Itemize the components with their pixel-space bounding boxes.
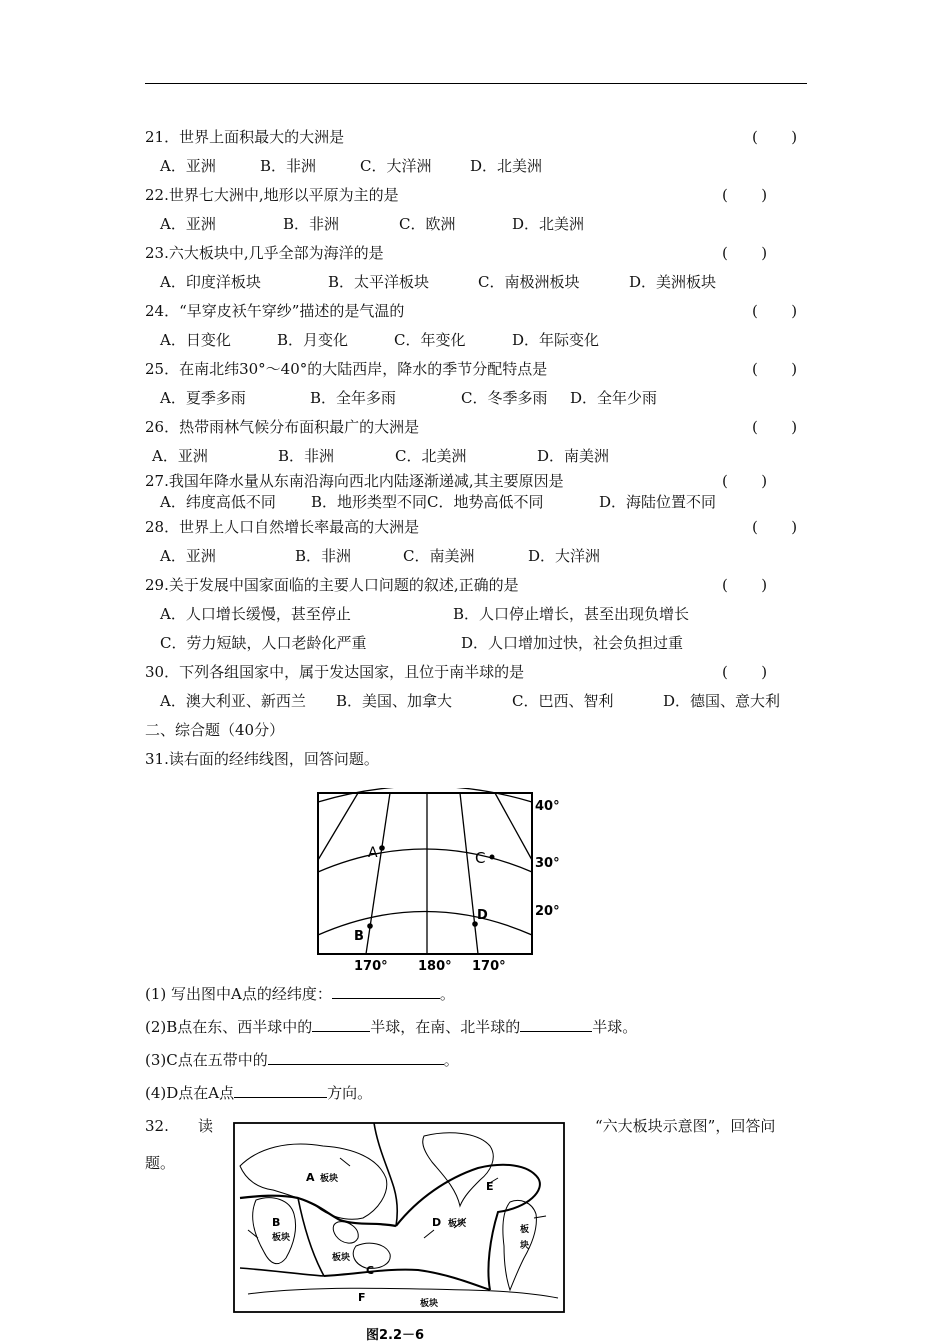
figure-caption: 图2.2－6 bbox=[366, 1328, 425, 1343]
question-24-answer-paren: ( ) bbox=[752, 302, 798, 320]
plate-d-label: D bbox=[432, 1216, 442, 1229]
q30-option-b: B．美国、加拿大 bbox=[336, 692, 453, 710]
question-28-answer-paren: ( ) bbox=[752, 518, 798, 536]
q31-sub4 bbox=[145, 1083, 372, 1103]
point-c-label: C bbox=[475, 849, 486, 867]
q29-option-d: D．人口增加过快，社会负担过重 bbox=[461, 634, 684, 652]
point-a-label: A bbox=[368, 845, 378, 861]
graticule-figure bbox=[310, 788, 570, 978]
q27-option-d: D．海陆位置不同 bbox=[599, 493, 717, 511]
question-32-title: “六大板块示意图”，回答问 bbox=[595, 1117, 776, 1135]
section-heading: 二、综合题（40分） bbox=[145, 721, 285, 739]
question-24-stem: 24．“早穿皮袄午穿纱”描述的是气温的 bbox=[145, 302, 405, 320]
question-23-stem: 23.六大板块中,几乎全部为海洋的是 bbox=[145, 244, 384, 262]
question-30-answer-paren: ( ) bbox=[722, 663, 768, 681]
lon-label-170-w: 170° bbox=[354, 959, 388, 974]
q24-option-d: D．年际变化 bbox=[512, 331, 600, 349]
question-29-answer-paren: ( ) bbox=[722, 576, 768, 594]
q23-option-d: D．美洲板块 bbox=[629, 273, 717, 291]
q28-option-c: C．南美洲 bbox=[403, 547, 475, 565]
q30-option-a: A．澳大利亚、新西兰 bbox=[160, 692, 306, 710]
question-23-answer-paren: ( ) bbox=[722, 244, 768, 262]
question-25-answer-paren: ( ) bbox=[752, 360, 798, 378]
q31-sub4-blank[interactable] bbox=[234, 1083, 327, 1098]
q22-option-b: B．非洲 bbox=[283, 215, 340, 233]
question-26-stem: 26．热带雨林气候分布面积最广的大洲是 bbox=[145, 418, 420, 436]
q31-sub1-blank[interactable] bbox=[332, 984, 440, 999]
q29-option-a: A．人口增长缓慢，甚至停止 bbox=[160, 605, 351, 623]
plate-americas-word-1: 板 bbox=[520, 1225, 530, 1235]
q26-option-d: D．南美洲 bbox=[537, 447, 610, 465]
lat-label-20: 20° bbox=[535, 904, 560, 919]
question-25-stem: 25．在南北纬30°～40°的大陆西岸，降水的季节分配特点是 bbox=[145, 360, 548, 378]
q31-sub3-end: 。 bbox=[443, 1051, 459, 1069]
q23-option-c: C．南极洲板块 bbox=[478, 273, 580, 291]
q23-option-b: B．太平洋板块 bbox=[328, 273, 430, 291]
question-30-stem: 30．下列各组国家中，属于发达国家，且位于南半球的是 bbox=[145, 663, 525, 681]
question-22-stem: 22.世界七大洲中,地形以平原为主的是 bbox=[145, 186, 399, 204]
question-32-read: 读 bbox=[198, 1117, 214, 1135]
q25-option-b: B．全年多雨 bbox=[310, 389, 397, 407]
q25-option-c: C．冬季多雨 bbox=[461, 389, 548, 407]
question-32-continuation: 题。 bbox=[145, 1154, 176, 1172]
question-21-answer-paren: ( ) bbox=[752, 128, 798, 146]
q31-sub3 bbox=[145, 1050, 459, 1070]
header-rule bbox=[145, 83, 807, 84]
q21-option-b: B．非洲 bbox=[260, 157, 317, 175]
q24-option-a: A．日变化 bbox=[160, 331, 231, 349]
plate-americas-word-2: 块 bbox=[520, 1241, 530, 1251]
question-32-number: 32. bbox=[145, 1117, 169, 1135]
question-28-stem: 28．世界上人口自然增长率最高的大洲是 bbox=[145, 518, 420, 536]
q30-option-d: D．德国、意大利 bbox=[663, 692, 781, 710]
q22-option-d: D．北美洲 bbox=[512, 215, 585, 233]
lon-label-170-e: 170° bbox=[472, 959, 506, 974]
question-31-stem: 31.读右面的经纬线图，回答问题。 bbox=[145, 750, 379, 768]
q26-option-b: B．非洲 bbox=[278, 447, 335, 465]
plate-e-label: E bbox=[486, 1180, 494, 1193]
plate-a-label: A bbox=[306, 1171, 315, 1184]
q31-sub1 bbox=[145, 984, 455, 1004]
plate-map-figure bbox=[228, 1118, 573, 1344]
q28-option-a: A．亚洲 bbox=[160, 547, 216, 565]
plate-c-word: 板块 bbox=[332, 1253, 351, 1263]
q31-sub2-blank-1[interactable] bbox=[312, 1017, 370, 1032]
point-d-label: D bbox=[477, 908, 488, 923]
question-27-answer-paren: ( ) bbox=[722, 472, 768, 490]
q21-option-d: D．北美洲 bbox=[470, 157, 543, 175]
q31-sub1-text: (1) 写出图中A点的经纬度： bbox=[145, 985, 332, 1003]
q31-sub2-blank-2[interactable] bbox=[520, 1017, 592, 1032]
q31-sub1-end: 。 bbox=[439, 985, 455, 1003]
plate-f-label: F bbox=[358, 1291, 366, 1304]
q31-sub3-blank[interactable] bbox=[268, 1050, 444, 1065]
q31-sub2-mid: 半球，在南、北半球的 bbox=[370, 1018, 521, 1036]
q27-option-b-c: B．地形类型不同C．地势高低不同 bbox=[311, 493, 544, 511]
plate-b-label: B bbox=[272, 1216, 281, 1229]
q31-sub2-text: (2)B点在东、西半球中的 bbox=[145, 1018, 313, 1036]
q23-option-a: A．印度洋板块 bbox=[160, 273, 261, 291]
plate-a-word: 板块 bbox=[320, 1174, 339, 1184]
q31-sub4-end: 方向。 bbox=[327, 1084, 373, 1102]
plate-b-word: 板块 bbox=[272, 1233, 291, 1243]
q21-option-c: C．大洋洲 bbox=[360, 157, 432, 175]
q28-option-d: D．大洋洲 bbox=[528, 547, 601, 565]
q22-option-a: A．亚洲 bbox=[160, 215, 216, 233]
lat-label-30: 30° bbox=[535, 856, 560, 871]
q26-option-a: A．亚洲 bbox=[152, 447, 208, 465]
point-c bbox=[490, 855, 495, 860]
q31-sub4-text: (4)D点在A点 bbox=[145, 1084, 235, 1102]
point-b bbox=[367, 923, 373, 929]
q29-option-b: B．人口停止增长，甚至出现负增长 bbox=[453, 605, 690, 623]
question-22-answer-paren: ( ) bbox=[722, 186, 768, 204]
q27-option-a: A．纬度高低不同 bbox=[160, 493, 276, 511]
q31-sub3-text: (3)C点在五带中的 bbox=[145, 1051, 268, 1069]
question-29-stem: 29.关于发展中国家面临的主要人口问题的叙述,正确的是 bbox=[145, 576, 519, 594]
plate-f-word: 板块 bbox=[420, 1299, 439, 1309]
q30-option-c: C．巴西、智利 bbox=[512, 692, 614, 710]
q21-option-a: A．亚洲 bbox=[160, 157, 216, 175]
question-26-answer-paren: ( ) bbox=[752, 418, 798, 436]
lon-label-180: 180° bbox=[418, 959, 452, 974]
q25-option-a: A．夏季多雨 bbox=[160, 389, 246, 407]
q31-sub2-end: 半球。 bbox=[592, 1018, 638, 1036]
q24-option-b: B．月变化 bbox=[277, 331, 349, 349]
plate-d-word: 板块 bbox=[448, 1219, 467, 1229]
q22-option-c: C．欧洲 bbox=[399, 215, 456, 233]
q29-option-c: C．劳力短缺，人口老龄化严重 bbox=[160, 634, 367, 652]
q24-option-c: C．年变化 bbox=[394, 331, 466, 349]
q25-option-d: D．全年少雨 bbox=[570, 389, 658, 407]
q26-option-c: C．北美洲 bbox=[395, 447, 467, 465]
q28-option-b: B．非洲 bbox=[295, 547, 352, 565]
lat-label-40: 40° bbox=[535, 799, 560, 814]
question-27-stem: 27.我国年降水量从东南沿海向西北内陆逐渐递减,其主要原因是 bbox=[145, 472, 564, 490]
plate-c-label: C bbox=[366, 1264, 375, 1277]
question-21-stem: 21．世界上面积最大的大洲是 bbox=[145, 128, 345, 146]
point-a bbox=[379, 845, 385, 851]
q31-sub2 bbox=[145, 1017, 637, 1037]
point-b-label: B bbox=[354, 929, 364, 944]
